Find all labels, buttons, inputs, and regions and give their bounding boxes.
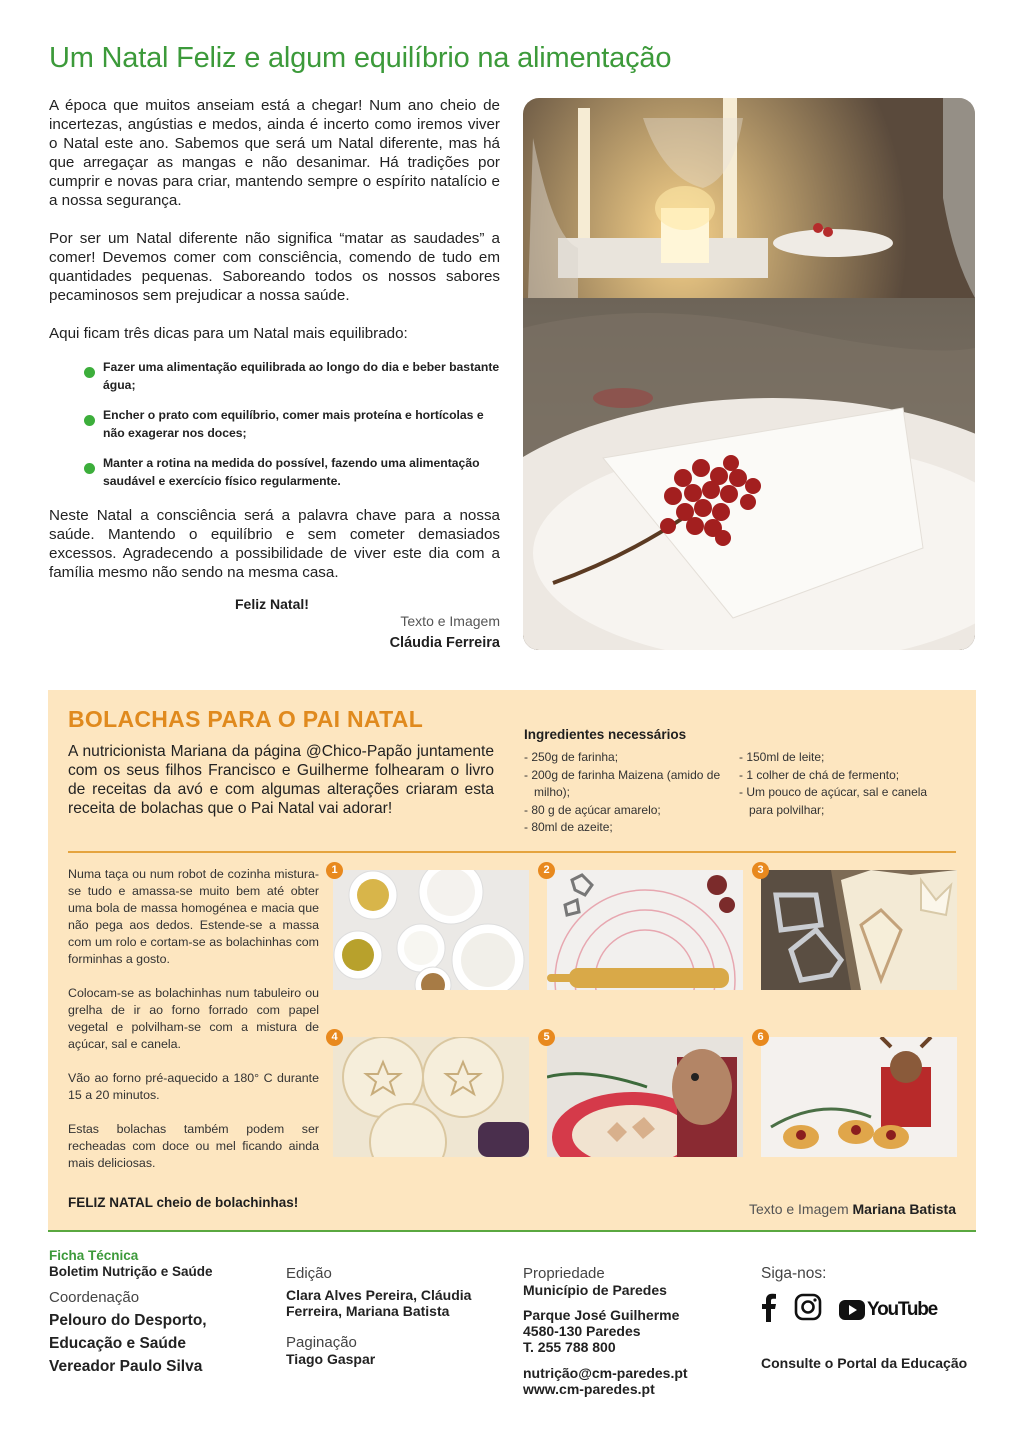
list-item: - 80 g de açúcar amarelo; — [524, 802, 661, 817]
portal-link[interactable]: Consulte o Portal da Educação — [761, 1355, 968, 1371]
edicao-line: Clara Alves Pereira, Cláudia — [286, 1287, 472, 1303]
list-item: - 200g de farinha Maizena (amido de milho); — [524, 767, 721, 799]
recipe-intro: A nutricionista Mariana da página @Chico-Papão juntamente com os seus filhos Francisco e Guilherme folhearam o livro de receitas da avó e com algumas alterações criaram esta receita de bolachas que o Pai Natal vai adorar! — [68, 743, 494, 817]
youtube-wordmark: YouTube — [867, 1298, 938, 1320]
tip-text: Manter a rotina na medida do possível, fazendo uma alimentação saudável e exercício físico regularmente. — [103, 456, 480, 488]
page-title: Um Natal Feliz e algum equilíbrio na alimentação — [49, 42, 672, 74]
recipe-credit — [749, 1201, 956, 1217]
step-number-badge: 5 — [538, 1029, 555, 1046]
bullet-icon — [84, 367, 95, 378]
tip-text: Fazer uma alimentação equilibrada ao longo do dia e beber bastante água; — [103, 360, 500, 392]
coordenacao-line: Educação e Saúde — [49, 1335, 186, 1352]
step-text: Vão ao forno pré-aquecido a 180° C durante 15 a 20 minutos. — [68, 1071, 319, 1102]
step-photo-cutting — [761, 870, 957, 990]
list-item: - 1 colher de chá de fermento; — [739, 767, 900, 782]
ingredients-column-1 — [524, 749, 734, 837]
youtube-icon[interactable] — [839, 1299, 937, 1321]
ficha-label: Ficha Técnica — [49, 1248, 139, 1263]
coordenacao-line: Vereador Paulo Silva — [49, 1358, 203, 1375]
tip-text: Encher o prato com equilíbrio, comer mais proteína e hortícolas e não exagerar nos doces; — [103, 408, 484, 440]
instagram-icon[interactable] — [794, 1293, 822, 1326]
list-item: - 80ml de azeite; — [524, 820, 613, 834]
section-divider — [48, 1230, 976, 1232]
footer-col-1 — [49, 1248, 269, 1378]
paginacao-name: Tiago Gaspar — [286, 1351, 376, 1367]
christmas-table-photo — [523, 98, 975, 650]
credit-name: Cláudia Ferreira — [389, 635, 500, 651]
publication-name: Boletim Nutrição e Saúde — [49, 1264, 213, 1279]
credit-name: Mariana Batista — [852, 1201, 956, 1217]
paragraph: A época que muitos anseiam está a chegar! Num ano cheio de incertezas, angústias e medos, ainda é incerto como iremos viver o Natal este ano. Sabemos que será um Natal diferente, mas há que arregaçar as mangas e não desanimar. Há tradições por cumprir e novas para criar, mantendo sempre o espírito natalício e a nossa segurança. — [49, 97, 500, 209]
paragraph: Aqui ficam três dicas para um Natal mais equilibrado: — [49, 325, 408, 342]
recipe-title: BOLACHAS PARA O PAI NATAL — [68, 706, 424, 732]
footer-col-3 — [523, 1265, 743, 1397]
step-number-badge: 6 — [752, 1029, 769, 1046]
address-line: 4580-130 Paredes — [523, 1323, 641, 1339]
edicao-label: Edição — [286, 1265, 332, 1282]
paragraph: Por ser um Natal diferente não significa “matar as saudades” a comer! Devemos comer com consciência, comendo de tudo em quantidades pequenas. Saboreando todos os nossos sabores pecaminosos sem prejudicar a nossa saúde. — [49, 230, 500, 304]
step-number-badge: 1 — [326, 862, 343, 879]
greeting: Feliz Natal! — [235, 596, 309, 612]
step-text: Estas bolachas também podem ser recheadas com doce ou mel ficando ainda mais deliciosas. — [68, 1122, 319, 1170]
footer-col-2 — [286, 1265, 506, 1367]
list-item — [49, 358, 500, 394]
website-link[interactable]: www.cm-paredes.pt — [523, 1381, 655, 1397]
email-link[interactable]: nutrição@cm-paredes.pt — [523, 1365, 688, 1381]
list-item — [49, 406, 500, 442]
siga-label: Siga-nos: — [761, 1265, 827, 1282]
step-photo-filled — [761, 1037, 957, 1157]
credit-label: Texto e Imagem — [749, 1201, 849, 1217]
step-photo-cookies — [333, 1037, 529, 1157]
step-number-badge: 4 — [326, 1029, 343, 1046]
step-number-badge: 3 — [752, 862, 769, 879]
recipe-steps — [68, 866, 319, 1189]
credit-label: Texto e Imagem — [400, 613, 500, 629]
propriedade-name: Município de Paredes — [523, 1282, 667, 1298]
list-item — [49, 454, 500, 490]
list-item: - 150ml de leite; — [739, 750, 825, 764]
recipe-closing: FELIZ NATAL cheio de bolachinhas! — [68, 1195, 299, 1210]
step-photo-rolling — [547, 870, 743, 990]
coordenacao-line: Pelouro do Desporto, — [49, 1312, 207, 1329]
social-links — [761, 1292, 937, 1327]
step-photo-ingredients — [333, 870, 529, 990]
bullet-icon — [84, 463, 95, 474]
propriedade-label: Propriedade — [523, 1265, 605, 1282]
article-body — [49, 96, 500, 601]
coordenacao-label: Coordenação — [49, 1289, 140, 1306]
recipe-divider — [68, 851, 956, 853]
step-number-badge: 2 — [538, 862, 555, 879]
step-photo-baked — [547, 1037, 743, 1157]
paginacao-label: Paginação — [286, 1334, 357, 1351]
paragraph: Neste Natal a consciência será a palavra chave para a nossa saúde. Mantendo o equilíbrio e sem cometer demasiados excessos. Agradecendo a possibilidade de viver este dia com a família mesmo não sendo na mesma casa. — [49, 507, 500, 581]
step-text: Colocam-se as bolachinhas num tabuleiro ou grelha de ir ao forno forrado com papel vegetal e polvilham-se com a mistura de açúcar, sal e canela. — [68, 986, 319, 1051]
ingredients-title: Ingredientes necessários — [524, 727, 687, 742]
list-item: - Um pouco de açúcar, sal e canela para polvilhar; — [739, 785, 928, 817]
address-line: Parque José Guilherme — [523, 1307, 680, 1323]
bullet-icon — [84, 415, 95, 426]
facebook-icon[interactable] — [761, 1292, 777, 1327]
ingredients-column-2 — [739, 749, 954, 819]
edicao-line: Ferreira, Mariana Batista — [286, 1303, 450, 1319]
phone: T. 255 788 800 — [523, 1339, 616, 1355]
footer-col-4 — [761, 1265, 981, 1283]
step-text: Numa taça ou num robot de cozinha mistura-se tudo e amassa-se muito bem até obter uma bola de massa homogénea e macia que não pega aos dedos. Estende-se a massa com um rolo e cortam-se as bolachinhas com forminhas a gosto. — [68, 867, 319, 966]
list-item: - 250g de farinha; — [524, 750, 619, 764]
tips-list — [49, 358, 500, 490]
